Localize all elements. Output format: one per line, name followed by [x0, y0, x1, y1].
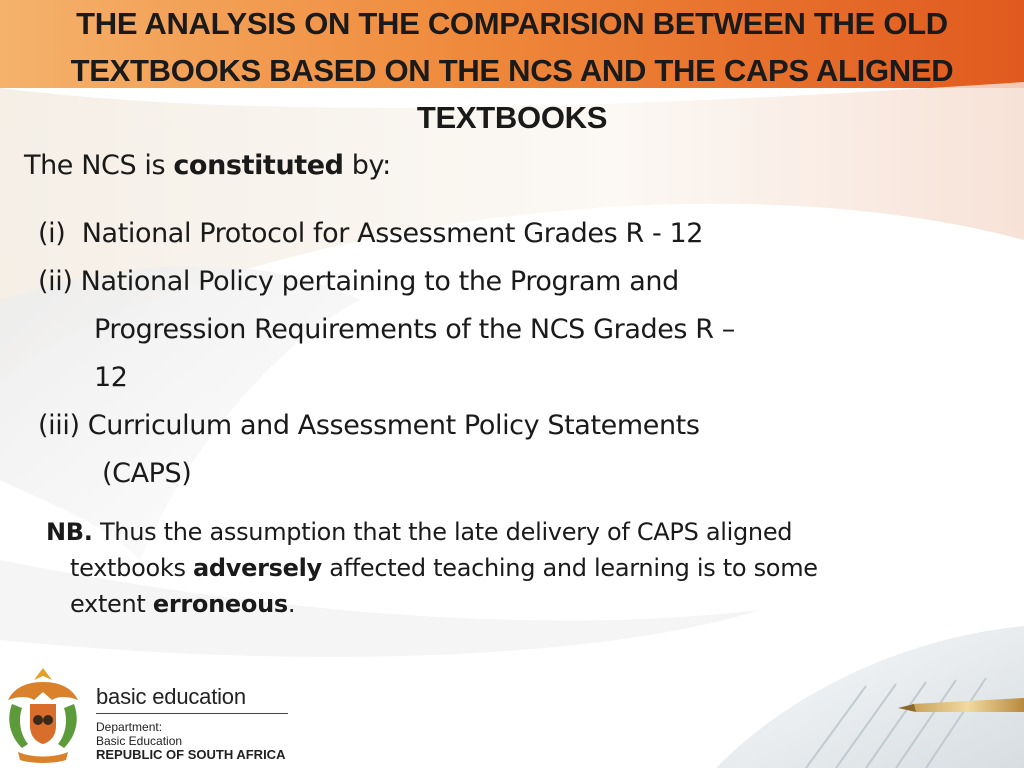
- list-marker: (ii): [38, 266, 73, 297]
- nb-bold-word: erroneous: [152, 590, 288, 618]
- list-item: [38, 210, 918, 258]
- nb-line-2: [46, 550, 986, 586]
- list-text: Curriculum and Assessment Policy Statements: [87, 410, 700, 441]
- nb-note: [46, 514, 986, 622]
- intro-line: [24, 148, 391, 184]
- list-text-continuation: (CAPS): [102, 458, 192, 489]
- ncs-components-list: [38, 210, 918, 498]
- nb-text: extent: [70, 590, 153, 618]
- nb-text: .: [287, 590, 296, 618]
- department-branding: [96, 684, 288, 762]
- list-item: [38, 258, 918, 402]
- intro-prefix: The NCS is: [24, 150, 174, 181]
- pen-and-notebook-image: [716, 626, 1024, 768]
- nb-bold-word: adversely: [193, 554, 322, 582]
- slide-title: THE ANALYSIS ON THE COMPARISION BETWEEN THE OLD TEXTBOOKS BASED ON THE NCS AND THE CAPS ALIGNED TEXTBOOKS: [70, 6, 954, 135]
- list-text: National Protocol for Assessment Grades R - 12: [81, 218, 704, 249]
- coat-of-arms-logo: [4, 664, 82, 764]
- list-marker: (iii): [38, 410, 80, 441]
- list-text-continuation: Progression Requirements of the NCS Grades R –: [94, 314, 735, 345]
- brand-country: REPUBLIC OF SOUTH AFRICA: [96, 747, 286, 762]
- brand-department-name: Basic Education: [96, 734, 183, 748]
- nb-text: textbooks: [70, 554, 194, 582]
- list-item: [38, 402, 918, 498]
- list-marker: (i): [38, 218, 66, 249]
- list-text: National Policy pertaining to the Program and: [80, 266, 679, 297]
- intro-bold-word: constituted: [173, 150, 344, 181]
- list-text-continuation: 12: [94, 362, 128, 393]
- nb-text: Thus the assumption that the late delivery of CAPS aligned: [92, 518, 793, 546]
- nb-text: affected teaching and learning is to some: [321, 554, 818, 582]
- brand-department-label: Department:: [96, 720, 163, 734]
- nb-line-3: [46, 586, 986, 622]
- nb-label: NB.: [46, 518, 93, 546]
- intro-suffix: by:: [343, 150, 391, 181]
- brand-name: basic education: [96, 684, 288, 714]
